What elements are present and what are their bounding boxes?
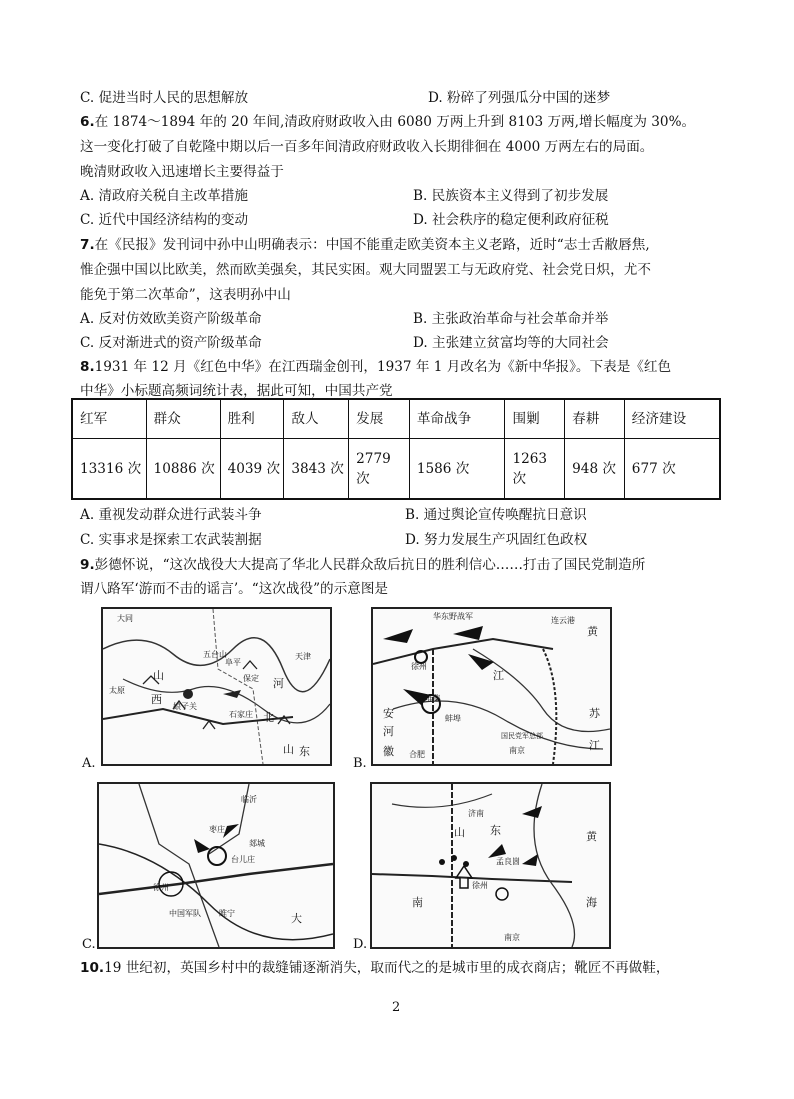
map-c-text: 大 xyxy=(291,912,302,925)
q7-stem-line-1: 7.在《民报》发刊词中孙中山明确表示：中国不能重走欧美资本主义老路，近时“志士舌敝唇焦, xyxy=(80,237,650,253)
table-value-cell: 2779 次 xyxy=(349,439,410,500)
map-d-text: 黄 xyxy=(586,830,597,843)
map-c-text: 徐州 xyxy=(153,883,169,892)
q6-option-b: B. 民族资本主义得到了初步发展 xyxy=(413,188,609,204)
map-a-letter: A. xyxy=(82,756,96,771)
map-d-text: 山 xyxy=(454,826,465,839)
q7-option-c: C. 反对渐进式的资产阶级革命 xyxy=(80,335,262,351)
map-c-text: 枣庄 xyxy=(209,825,225,834)
q7-stem-line-2: 惟企强中国以比欧美，然而欧美强矣，其民实困。观大同盟罢工与无政府党、社会党日炽，尤不 xyxy=(80,262,651,278)
table-header-cell: 胜利 xyxy=(220,399,284,439)
q7-stem-line-3: 能免于第二次革命”，这表明孙中山 xyxy=(80,287,291,303)
map-c-text: 郯城 xyxy=(249,839,265,848)
map-c-text: 临沂 xyxy=(241,795,257,804)
q6-stem-line-2: 这一变化打破了自乾隆中期以后一百多年间清政府财政收入长期徘徊在 4000 万两左右的局面。 xyxy=(80,139,654,155)
table-value-cell: 13316 次 xyxy=(72,439,146,500)
q7-option-d: D. 主张建立贫富均等的大同社会 xyxy=(413,335,609,351)
map-b-text: 华东野战军 xyxy=(433,612,473,621)
map-a-text: 阜平 xyxy=(225,658,241,667)
q9-stem-line-2: 谓八路军‘游而不击的谣言’。“这次战役”的示意图是 xyxy=(80,581,389,597)
table-header-cell: 春耕 xyxy=(565,399,625,439)
map-a-text: 石家庄 xyxy=(229,710,253,719)
table-header-cell: 经济建设 xyxy=(624,399,720,439)
table-header-cell: 群众 xyxy=(146,399,220,439)
map-d xyxy=(370,782,611,949)
map-d-text: 孟良崮 xyxy=(496,857,520,866)
q7-option-a: A. 反对仿效欧美资产阶级革命 xyxy=(80,311,262,327)
q8-stem-line-2: 中华》小标题高频词统计表，据此可知，中国共产党 xyxy=(80,383,393,399)
map-b-letter: B. xyxy=(353,756,367,771)
map-d-text: 徐州 xyxy=(472,881,488,890)
map-a-text: 山 xyxy=(283,743,294,756)
table-value-row xyxy=(72,439,720,500)
map-d-drawing xyxy=(372,784,609,947)
map-b-text: 安 xyxy=(383,707,394,720)
table-header-cell: 敌人 xyxy=(284,399,349,439)
map-b-text: 合肥 xyxy=(409,750,425,759)
q6-option-d: D. 社会秩序的稳定便利政府征税 xyxy=(413,212,609,228)
keyword-frequency-table xyxy=(71,398,721,500)
map-b-text: 江 xyxy=(589,739,600,752)
page-number: 2 xyxy=(392,1000,401,1015)
q8-option-d: D. 努力发展生产巩固红色政权 xyxy=(405,532,588,548)
map-c-text: 台儿庄 xyxy=(231,855,255,864)
map-a-text: 娘子关 xyxy=(173,702,197,711)
table-value-cell: 1263 次 xyxy=(505,439,565,500)
map-a-text: 保定 xyxy=(243,674,259,683)
q5-option-d: D. 粉碎了列强瓜分中国的迷梦 xyxy=(428,90,611,106)
map-b-text: 徐州 xyxy=(411,662,427,671)
table-header-cell: 围剿 xyxy=(505,399,565,439)
map-b-text: 蚌埠 xyxy=(445,714,461,723)
q5-option-c: C. 促进当时人民的思想解放 xyxy=(80,90,249,106)
q7-option-b: B. 主张政治革命与社会革命并举 xyxy=(413,311,609,327)
map-a-text: 山 xyxy=(153,669,164,682)
table-value-cell: 948 次 xyxy=(565,439,625,500)
table-value-cell: 10886 次 xyxy=(146,439,220,500)
q8-number: 8. xyxy=(80,359,95,375)
map-a xyxy=(101,607,332,766)
map-c-text: 中国军队 xyxy=(169,909,201,918)
table-header-cell: 发展 xyxy=(349,399,410,439)
map-d-text: 南 xyxy=(412,896,423,909)
q10-number: 10. xyxy=(80,960,105,976)
q8-option-b: B. 通过舆论宣传唤醒抗日意识 xyxy=(405,507,587,523)
map-d-text: 东 xyxy=(490,824,501,837)
map-c xyxy=(97,782,335,949)
q6-option-a: A. 清政府关税自主改革措施 xyxy=(80,188,248,204)
q10-stem-line-1: 10.19 世纪初，英国乡村中的裁缝铺逐渐消失，取而代之的是城市里的成衣商店；靴匠不再做鞋， xyxy=(80,960,670,976)
map-b xyxy=(371,607,612,766)
map-a-text: 河 xyxy=(273,677,284,690)
table-value-cell: 677 次 xyxy=(624,439,720,500)
map-d-text: 南京 xyxy=(504,933,520,942)
table-header-cell: 革命战争 xyxy=(409,399,505,439)
map-b-drawing xyxy=(373,609,610,764)
map-a-text: 东 xyxy=(299,745,310,758)
table-value-cell: 3843 次 xyxy=(284,439,349,500)
map-b-text: 黄 xyxy=(587,625,598,638)
q9-stem-line-1: 9.彭德怀说，“这次战役大大提高了华北人民群众敌后抗日的胜利信心……打击了国民党制造所 xyxy=(80,557,646,573)
table-header-cell: 红军 xyxy=(72,399,146,439)
q7-number: 7. xyxy=(80,237,95,253)
map-a-text: 北 xyxy=(263,711,274,724)
q6-stem-line-1: 6.在 1874～1894 年的 20 年间,清政府财政收入由 6080 万两上升到 8103 万两,增长幅度为 30%。 xyxy=(80,114,696,130)
q8-option-c: C. 实事求是探索工农武装割据 xyxy=(80,532,262,548)
q6-number: 6. xyxy=(80,114,95,130)
map-d-text: 济南 xyxy=(468,809,484,818)
q6-stem-line-3: 晚清财政收入迅速增长主要得益于 xyxy=(80,164,284,180)
map-b-text: 徽 xyxy=(383,745,394,758)
map-b-text: 国民党军总部 xyxy=(501,732,543,740)
map-a-text: 太原 xyxy=(109,686,125,695)
map-b-text: 江 xyxy=(493,669,504,682)
map-b-text: 河 xyxy=(383,725,394,738)
map-b-text: 苏 xyxy=(589,707,600,720)
map-b-text: 南京 xyxy=(509,746,525,755)
map-a-drawing xyxy=(103,609,330,764)
q8-option-a: A. 重视发动群众进行武装斗争 xyxy=(80,507,262,523)
map-b-text: 连云港 xyxy=(551,616,575,625)
map-a-text: 大同 xyxy=(117,614,133,623)
q8-stem-line-1: 8.1931 年 12 月《红色中华》在江西瑞金创刊，1937 年 1 月改名为《新中华报》。下表是《红色 xyxy=(80,359,672,375)
map-c-text: 睢宁 xyxy=(219,909,235,918)
map-c-letter: C. xyxy=(82,937,96,952)
map-d-letter: D. xyxy=(353,937,368,952)
table-value-cell: 4039 次 xyxy=(220,439,284,500)
map-d-text: 海 xyxy=(586,896,597,909)
map-b-text: 双堆集 xyxy=(417,694,441,703)
table-header-row xyxy=(72,399,720,439)
q9-number: 9. xyxy=(80,557,95,573)
q6-option-c: C. 近代中国经济结构的变动 xyxy=(80,212,249,228)
map-a-text: 五台山 xyxy=(203,650,227,659)
table-value-cell: 1586 次 xyxy=(409,439,505,500)
map-a-text: 西 xyxy=(151,693,162,706)
map-a-text: 天津 xyxy=(295,652,311,661)
